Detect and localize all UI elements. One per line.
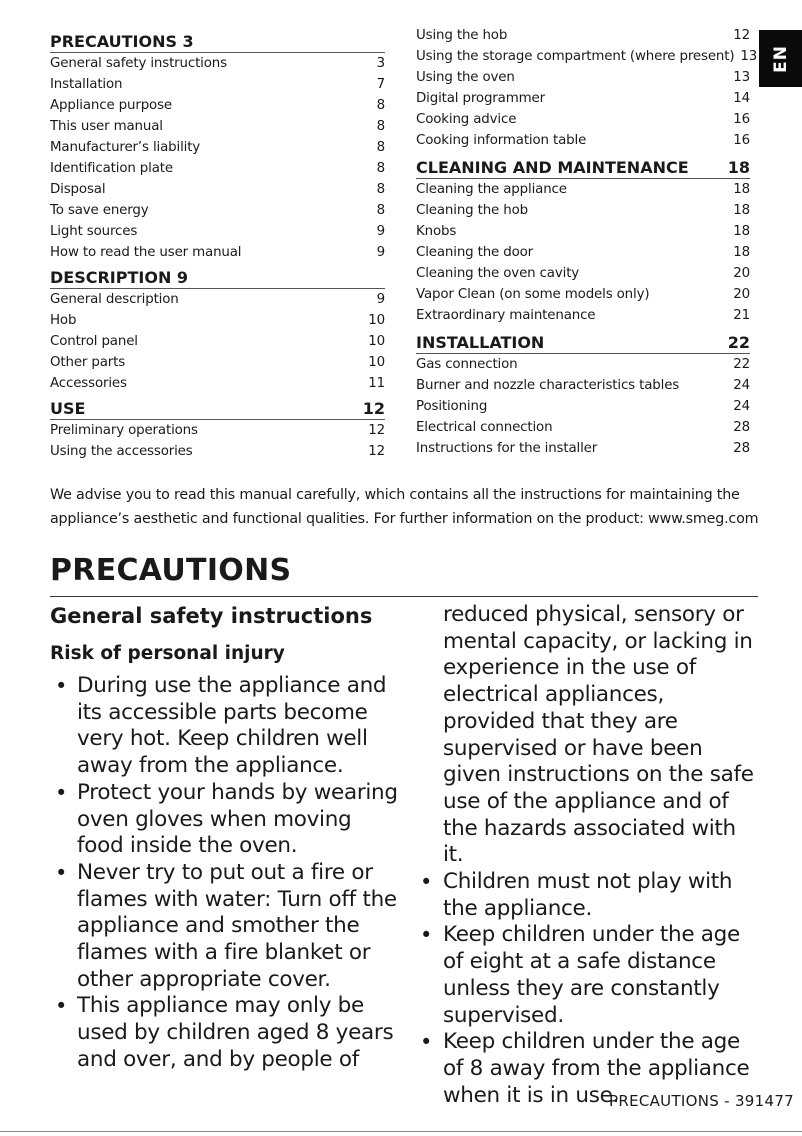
toc-entry-page: 9 — [376, 292, 385, 307]
toc-section-heading — [50, 27, 385, 53]
toc-entry-page: 8 — [376, 98, 385, 113]
toc-entry — [416, 179, 750, 200]
right-bullet-list — [420, 869, 755, 1109]
toc-heading-label: DESCRIPTION 9 — [50, 268, 189, 287]
toc-entry-page: 3 — [376, 56, 385, 71]
toc-left-column — [50, 27, 385, 462]
toc-entry-page: 11 — [368, 376, 385, 391]
toc-entry-label: Identification plate — [50, 161, 173, 176]
toc-entry — [50, 441, 385, 462]
toc-entry-page: 8 — [376, 203, 385, 218]
toc-entry-label: Digital programmer — [416, 91, 545, 106]
bullet-text: Children must not play with the appliance. — [443, 869, 733, 921]
toc-heading-page: 18 — [727, 158, 750, 177]
toc-entry — [416, 354, 750, 375]
toc-entry — [416, 375, 750, 396]
toc-entry-label: This user manual — [50, 119, 163, 134]
toc-entry-page: 8 — [376, 161, 385, 176]
bullet-text: This appliance may only be used by children aged 8 years and over, and by people of — [77, 993, 394, 1072]
toc-entry-page: 18 — [733, 224, 750, 239]
toc-entry-label: Extraordinary maintenance — [416, 308, 596, 323]
toc-entry-page: 8 — [376, 119, 385, 134]
toc-entry-page: 20 — [733, 266, 750, 281]
toc-entry-label: Gas connection — [416, 357, 518, 372]
bullet-dot-icon: • — [55, 674, 68, 698]
toc-entry-page: 9 — [376, 245, 385, 260]
left-text-column — [50, 600, 400, 1074]
section-title: General safety instructions — [50, 604, 373, 628]
bullet-dot-icon: • — [55, 994, 68, 1019]
toc-section-heading — [50, 263, 385, 289]
toc-entry-label: Vapor Clean (on some models only) — [416, 287, 650, 302]
toc-entry-label: Appliance purpose — [50, 98, 172, 113]
toc-entry — [416, 221, 750, 242]
toc-entry — [416, 417, 750, 438]
toc-entry — [416, 130, 750, 151]
toc-entry-label: Manufacturer’s liability — [50, 140, 201, 155]
toc-heading-label: INSTALLATION — [416, 333, 545, 352]
toc-entry-label: Cleaning the hob — [416, 203, 528, 218]
bullet-dot-icon: • — [55, 780, 68, 805]
footer-divider — [0, 1131, 802, 1132]
toc-heading-label: USE — [50, 399, 86, 418]
toc-entry — [416, 200, 750, 221]
toc-entry — [416, 396, 750, 417]
title-divider — [50, 596, 758, 597]
toc-entry-page: 24 — [733, 378, 750, 393]
toc-entry — [416, 438, 750, 459]
toc-entry — [50, 373, 385, 394]
toc-section-heading — [50, 394, 385, 420]
toc-entry — [50, 116, 385, 137]
toc-entry — [50, 221, 385, 242]
toc-section-heading — [416, 328, 750, 354]
toc-entry — [50, 137, 385, 158]
toc-entry — [50, 289, 385, 310]
toc-entry — [50, 74, 385, 95]
toc-entry-label: General description — [50, 292, 179, 307]
bullet-dot-icon: • — [420, 870, 433, 895]
toc-entry-page: 18 — [733, 182, 750, 197]
toc-entry-label: Cleaning the oven cavity — [416, 266, 580, 281]
toc-entry-label: Cleaning the appliance — [416, 182, 567, 197]
bullet-item — [50, 993, 400, 1073]
toc-entry-page: 24 — [733, 399, 750, 414]
toc-entry — [416, 284, 750, 305]
toc-entry-page: 10 — [368, 355, 385, 370]
toc-entry-page: 10 — [368, 334, 385, 349]
toc-heading-page: 12 — [362, 399, 385, 418]
bullet-item — [420, 922, 755, 1029]
toc-entry-label: Positioning — [416, 399, 488, 414]
page-footer: PRECAUTIONS - 391477 — [609, 1092, 795, 1110]
toc-entry-page: 16 — [733, 112, 750, 127]
toc-entry-label: Control panel — [50, 334, 138, 349]
toc-entry-label: To save energy — [50, 203, 149, 218]
toc-entry-label: Disposal — [50, 182, 106, 197]
toc-entry-page: 8 — [376, 140, 385, 155]
toc-entry-label: Using the accessories — [50, 444, 193, 459]
toc-right-column — [416, 27, 758, 459]
toc-entry — [50, 420, 385, 441]
toc-entry-label: Installation — [50, 77, 123, 92]
toc-entry-page: 9 — [376, 224, 385, 239]
toc-entry-label: Using the hob — [416, 28, 508, 43]
toc-entry — [50, 53, 385, 74]
toc-entry-label: Burner and nozzle characteristics tables — [416, 378, 680, 393]
toc-entry-page: 12 — [733, 28, 750, 43]
continued-paragraph: reduced physical, sensory or mental capacity, or lacking in experience in the use of electrical appliances, provided that they are supervised or have been given instructions on the safe use of the appliance and of the hazards associated with it. — [443, 602, 754, 868]
toc-entry-label: Light sources — [50, 224, 138, 239]
toc-entry-label: Accessories — [50, 376, 127, 391]
toc-entry-label: Cooking advice — [416, 112, 517, 127]
intro-paragraph: We advise you to read this manual carefully, which contains all the instructions for maintaining the appliance’s aesthetic and functional qualities. For further information on the product: www.smeg.com — [50, 487, 759, 527]
bullet-text: Keep children under the age of eight at a safe distance unless they are constantly supervised. — [443, 922, 740, 1028]
section-subtitle: Risk of personal injury — [50, 643, 285, 664]
bullet-dot-icon: • — [420, 923, 433, 948]
bullet-text: During use the appliance and its accessible parts become very hot. Keep children well away from the appliance. — [77, 673, 387, 779]
toc-entry-page: 18 — [733, 203, 750, 218]
toc-entry-page: 21 — [733, 308, 750, 323]
bullet-text: Protect your hands by wearing oven gloves when moving food inside the oven. — [77, 779, 398, 859]
toc-entry-page: 14 — [733, 91, 750, 106]
left-bullet-list — [50, 673, 400, 1074]
toc-entry — [416, 263, 750, 284]
bullet-text: Never try to put out a fire or flames with water: Turn off the appliance and smother the flames with a fire blanket or other appropriate cover. — [77, 859, 397, 992]
toc-entry-label: How to read the user manual — [50, 245, 242, 260]
toc-entry-label: General safety instructions — [50, 56, 227, 71]
language-tab — [759, 30, 802, 87]
toc-entry-page: 12 — [368, 423, 385, 438]
toc-entry-page: 28 — [733, 420, 750, 435]
toc-entry-page: 10 — [368, 313, 385, 328]
toc-entry-label: Other parts — [50, 355, 126, 370]
toc-entry — [50, 179, 385, 200]
toc-entry-page: 28 — [733, 441, 750, 456]
toc-entry — [416, 25, 750, 46]
toc-entry — [50, 200, 385, 221]
toc-entry-page: 7 — [376, 77, 385, 92]
toc-entry-page: 12 — [368, 444, 385, 459]
bullet-item — [50, 860, 400, 994]
toc-entry-label: Using the storage compartment (where present) — [416, 49, 735, 64]
toc-entry-label: Cooking information table — [416, 133, 587, 148]
toc-entry-page: 13 — [740, 49, 758, 64]
toc-entry — [416, 88, 750, 109]
toc-section-heading — [416, 153, 750, 179]
toc-entry-label: Using the oven — [416, 70, 515, 85]
bullet-item — [420, 869, 755, 922]
page-title: PRECAUTIONS — [50, 553, 292, 588]
bullet-item — [50, 673, 400, 780]
language-label: EN — [770, 44, 791, 73]
bullet-text: Keep children under the age of 8 away from the appliance when it is in use. — [443, 1029, 750, 1108]
toc-entry-label: Cleaning the door — [416, 245, 534, 260]
toc-entry — [50, 95, 385, 116]
toc-entry-page: 22 — [733, 357, 750, 372]
toc-entry — [50, 158, 385, 179]
toc-entry — [50, 242, 385, 263]
toc-entry — [50, 331, 385, 352]
right-text-column — [420, 600, 755, 1109]
toc-entry-label: Electrical connection — [416, 420, 553, 435]
toc-entry — [416, 305, 750, 326]
toc-entry-label: Knobs — [416, 224, 457, 239]
bullet-dot-icon: • — [420, 1030, 433, 1055]
toc-entry-label: Instructions for the installer — [416, 441, 598, 456]
toc-entry-page: 8 — [376, 182, 385, 197]
toc-entry — [416, 46, 758, 67]
toc-entry — [416, 67, 750, 88]
toc-entry-page: 20 — [733, 287, 750, 302]
toc-entry — [50, 352, 385, 373]
toc-heading-label: CLEANING AND MAINTENANCE — [416, 158, 689, 177]
toc-entry — [50, 310, 385, 331]
toc-entry-label: Hob — [50, 313, 77, 328]
toc-entry-page: 18 — [733, 245, 750, 260]
toc-entry-label: Preliminary operations — [50, 423, 198, 438]
toc-entry — [416, 242, 750, 263]
bullet-item — [50, 780, 400, 860]
toc-heading-page: 22 — [727, 333, 750, 352]
toc-entry-page: 13 — [733, 70, 750, 85]
toc-entry-page: 16 — [733, 133, 750, 148]
bullet-dot-icon: • — [55, 860, 68, 885]
toc-heading-label: PRECAUTIONS 3 — [50, 32, 194, 51]
toc-entry — [416, 109, 750, 130]
